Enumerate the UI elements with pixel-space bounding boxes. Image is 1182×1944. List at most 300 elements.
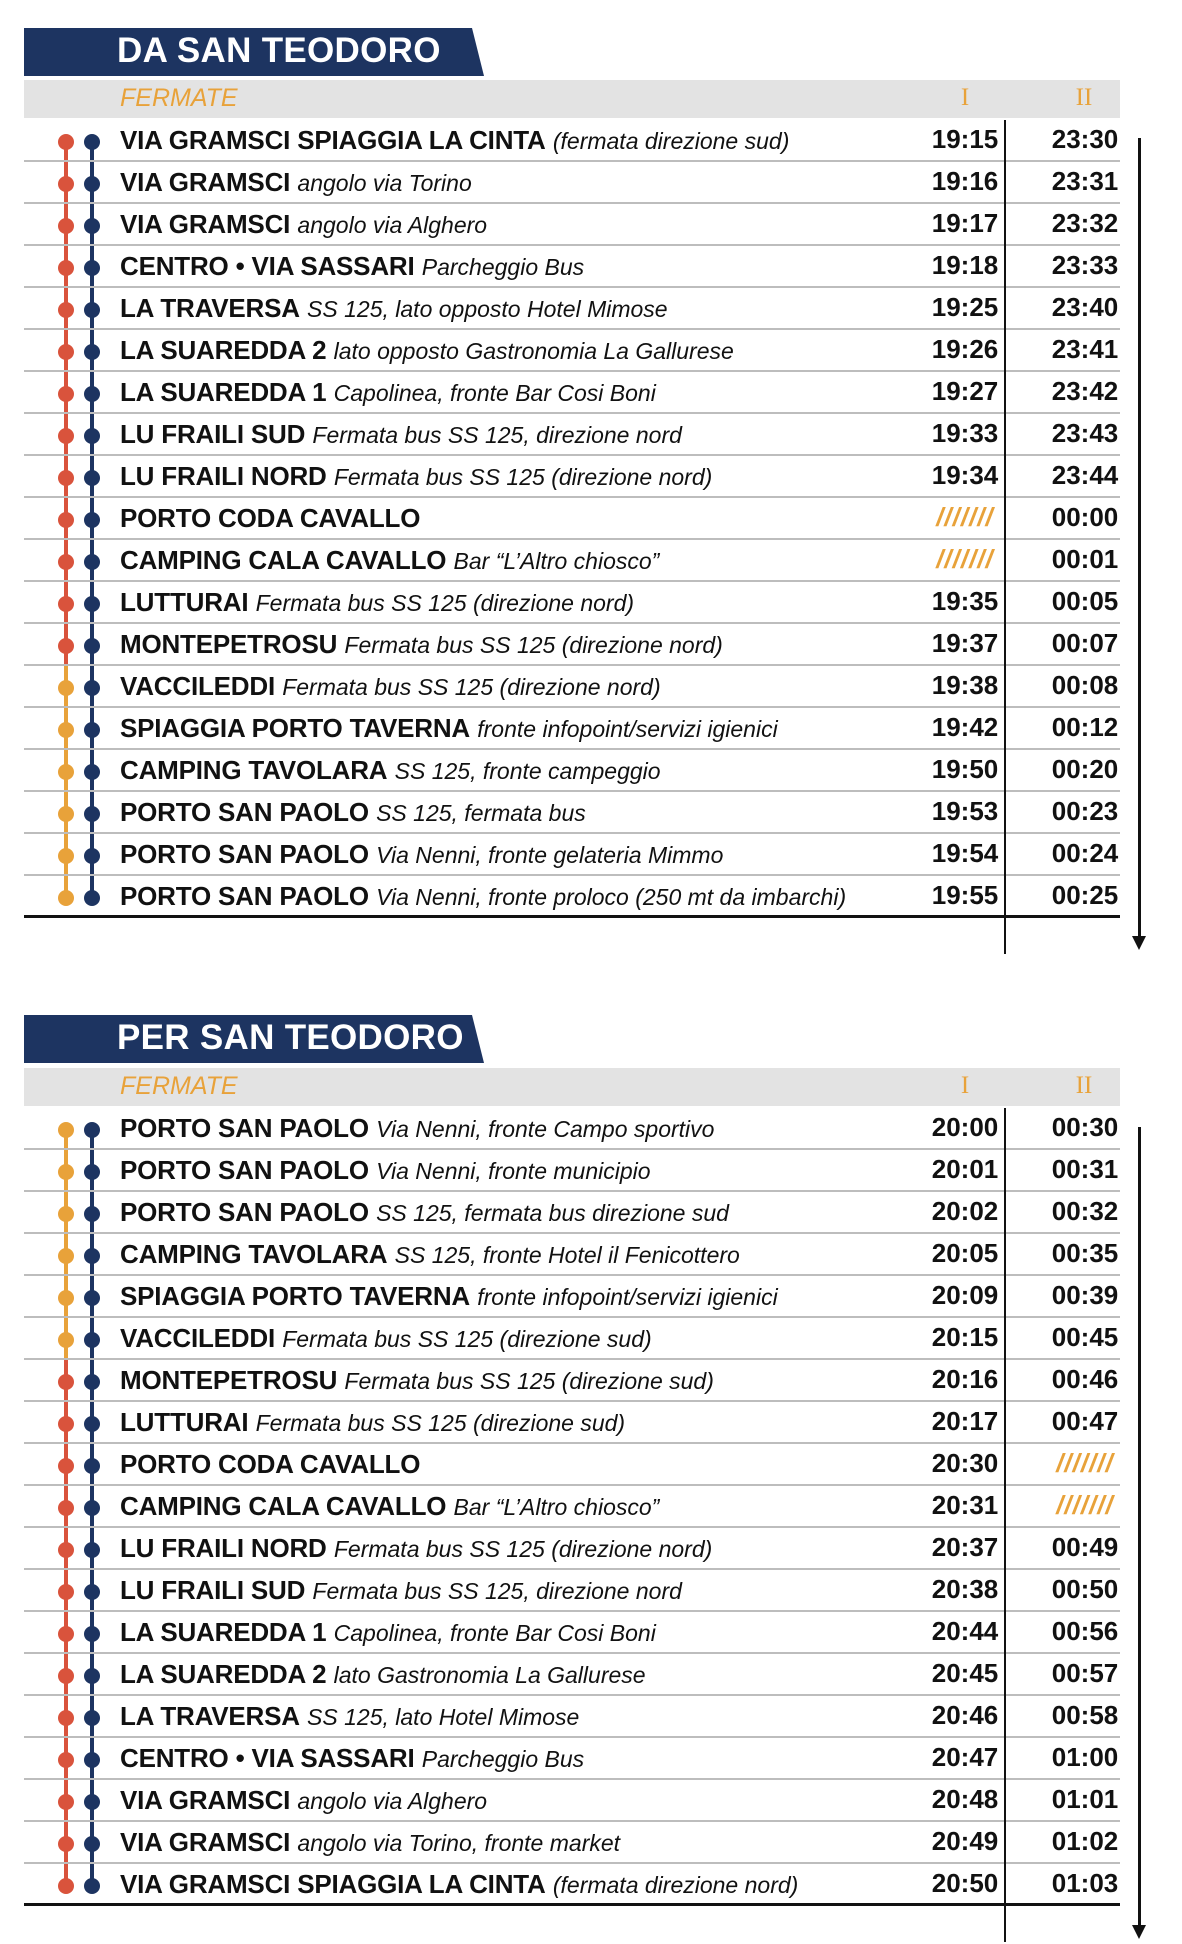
table-row [24, 1570, 1120, 1612]
departure-time-run-1: 20:16 [931, 1364, 999, 1394]
stop-name-main: PORTO SAN PAOLO [120, 1155, 369, 1185]
stop-name-detail: Parcheggio Bus [421, 254, 585, 280]
stop-list [24, 1108, 1120, 1906]
departure-time-run-1: 19:33 [931, 418, 999, 448]
departure-time-run-2: 01:01 [1051, 1784, 1119, 1814]
departure-time-run-1: 19:17 [931, 208, 999, 238]
stops-column-header: FERMATE [120, 84, 238, 112]
stop-name-main: CENTRO • VIA SASSARI [120, 251, 415, 281]
stop-dot-icon [84, 1374, 100, 1390]
stop-name-main: VIA GRAMSCI SPIAGGIA LA CINTA [120, 125, 546, 155]
table-row [24, 792, 1120, 834]
departure-time-run-2: 00:07 [1051, 628, 1119, 658]
departure-time-run-1: 20:05 [931, 1238, 999, 1268]
departure-time-run-1: 19:37 [931, 628, 999, 658]
departure-time-run-1: /////// [936, 502, 994, 532]
departure-time-run-2: 00:25 [1051, 880, 1119, 910]
table-row [24, 1402, 1120, 1444]
table-row [24, 1696, 1120, 1738]
stop-name-detail: Fermata bus SS 125 (direzione nord) [333, 464, 713, 490]
stop-dot-icon [58, 1206, 74, 1222]
stop-dot-icon [58, 554, 74, 570]
stop-name-detail: SS 125, fermata bus [376, 800, 586, 826]
stop-name-main: PORTO SAN PAOLO [120, 881, 369, 911]
table-row [24, 1738, 1120, 1780]
departure-time-run-2: 00:56 [1051, 1616, 1119, 1646]
direction-arrow-icon [1138, 138, 1141, 938]
run-1-column-header: I [960, 1072, 970, 1099]
stop-name-detail: SS 125, fronte Hotel il Fenicottero [394, 1242, 740, 1268]
column-divider [1004, 1108, 1006, 1942]
departure-time-run-2: /////// [1056, 1448, 1114, 1478]
stop-name [120, 629, 723, 660]
departure-time-run-2: 00:00 [1051, 502, 1119, 532]
departure-time-run-2: 00:30 [1051, 1112, 1119, 1142]
stop-name [120, 1491, 659, 1522]
stop-name [120, 1323, 652, 1354]
stop-dot-icon [84, 638, 100, 654]
table-row [24, 204, 1120, 246]
stop-dot-icon [84, 806, 100, 822]
stop-name-detail: angolo via Torino, fronte market [297, 1830, 621, 1856]
stop-name [120, 461, 712, 492]
departure-time-run-1: 19:38 [931, 670, 999, 700]
departure-time-run-1: /////// [936, 544, 994, 574]
departure-time-run-1: 19:16 [931, 166, 999, 196]
stop-dot-icon [84, 1248, 100, 1264]
table-row [24, 582, 1120, 624]
departure-time-run-1: 20:46 [931, 1700, 999, 1730]
departure-time-run-1: 20:31 [931, 1490, 999, 1520]
stop-name-detail: SS 125, lato Hotel Mimose [307, 1704, 580, 1730]
stop-dot-icon [84, 1584, 100, 1600]
stop-name-detail: Fermata bus SS 125 (direzione sud) [282, 1326, 652, 1352]
departure-time-run-2: 00:58 [1051, 1700, 1119, 1730]
stop-dot-icon [58, 764, 74, 780]
stop-name-detail: Bar “L’Altro chiosco” [453, 548, 660, 574]
departure-time-run-1: 19:53 [931, 796, 999, 826]
departure-time-run-2: 00:31 [1051, 1154, 1119, 1184]
departure-time-run-1: 20:38 [931, 1574, 999, 1604]
stop-dot-icon [84, 1122, 100, 1138]
stop-name-main: PORTO CODA CAVALLO [120, 1449, 421, 1479]
stop-dot-icon [58, 344, 74, 360]
stop-dot-icon [58, 386, 74, 402]
section-title-banner [0, 1015, 1182, 1063]
departure-time-run-2: 23:30 [1051, 124, 1119, 154]
departure-time-run-1: 20:30 [931, 1448, 999, 1478]
departure-time-run-1: 20:01 [931, 1154, 999, 1184]
stop-name-main: PORTO SAN PAOLO [120, 797, 369, 827]
departure-time-run-1: 19:25 [931, 292, 999, 322]
table-row [24, 666, 1120, 708]
departure-time-run-1: 19:18 [931, 250, 999, 280]
table-row [24, 834, 1120, 876]
stop-dot-icon [84, 428, 100, 444]
stop-name-detail: SS 125, fermata bus direzione sud [376, 1200, 729, 1226]
run-1-column-header: I [960, 84, 970, 111]
stop-name [120, 1155, 651, 1186]
table-row [24, 540, 1120, 582]
stop-name-main: SPIAGGIA PORTO TAVERNA [120, 1281, 471, 1311]
column-divider [1004, 120, 1006, 954]
stop-dot-icon [58, 302, 74, 318]
stop-name-main: CAMPING CALA CAVALLO [120, 1491, 447, 1521]
departure-time-run-2: 01:00 [1051, 1742, 1119, 1772]
timetable-per-san-teodoro [0, 1015, 1182, 1899]
table-row [24, 1318, 1120, 1360]
departure-time-run-2: 23:40 [1051, 292, 1119, 322]
stop-dot-icon [58, 512, 74, 528]
stop-name-main: LA TRAVERSA [120, 1701, 300, 1731]
stop-dot-icon [84, 890, 100, 906]
stop-dot-icon [84, 1626, 100, 1642]
departure-time-run-1: 20:49 [931, 1826, 999, 1856]
stop-name-main: MONTEPETROSU [120, 1365, 338, 1395]
departure-time-run-2: 01:03 [1051, 1868, 1119, 1898]
departure-time-run-2: 23:41 [1051, 334, 1119, 364]
stop-name [120, 1113, 714, 1144]
stop-name [120, 1743, 584, 1774]
stop-name-detail: Via Nenni, fronte Campo sportivo [376, 1116, 715, 1142]
departure-time-run-1: 19:35 [931, 586, 999, 616]
stop-name-detail: SS 125, lato opposto Hotel Mimose [307, 296, 668, 322]
stop-name [120, 419, 682, 450]
departure-time-run-1: 20:47 [931, 1742, 999, 1772]
stop-name-detail: angolo via Alghero [297, 1788, 488, 1814]
table-row [24, 1822, 1120, 1864]
run-2-column-header: II [1075, 1072, 1093, 1099]
departure-time-run-2: 00:46 [1051, 1364, 1119, 1394]
stop-name [120, 755, 661, 786]
table-row [24, 624, 1120, 666]
stop-dot-icon [58, 134, 74, 150]
stop-name-main: VIA GRAMSCI [120, 1827, 291, 1857]
table-row [24, 330, 1120, 372]
departure-time-run-1: 20:45 [931, 1658, 999, 1688]
stop-dot-icon [58, 1164, 74, 1180]
stop-dot-icon [84, 1542, 100, 1558]
departure-time-run-1: 19:55 [931, 880, 999, 910]
stop-dot-icon [84, 302, 100, 318]
stop-dot-icon [58, 470, 74, 486]
stop-dot-icon [84, 1416, 100, 1432]
stop-list [24, 120, 1120, 918]
stop-name [120, 671, 661, 702]
table-row [24, 120, 1120, 162]
stop-dot-icon [58, 1584, 74, 1600]
stop-dot-icon [84, 1668, 100, 1684]
stop-dot-icon [84, 386, 100, 402]
departure-time-run-1: 19:54 [931, 838, 999, 868]
stop-dot-icon [84, 1752, 100, 1768]
table-row [24, 162, 1120, 204]
stop-name-main: VACCILEDDI [120, 671, 275, 701]
stop-name-detail: Fermata bus SS 125 (direzione nord) [255, 590, 635, 616]
stop-name-detail: lato Gastronomia La Gallurese [333, 1662, 646, 1688]
departure-time-run-2: 00:50 [1051, 1574, 1119, 1604]
departure-time-run-1: 19:42 [931, 712, 999, 742]
departure-time-run-2: 00:05 [1051, 586, 1119, 616]
departure-time-run-2: 23:42 [1051, 376, 1119, 406]
table-row [24, 1150, 1120, 1192]
stop-dot-icon [84, 596, 100, 612]
stop-name-main: LU FRAILI NORD [120, 1533, 327, 1563]
table-row [24, 750, 1120, 792]
stop-name [120, 713, 778, 744]
stop-name [120, 1869, 798, 1900]
departure-time-run-1: 20:00 [931, 1112, 999, 1142]
table-row [24, 372, 1120, 414]
stop-name-main: PORTO SAN PAOLO [120, 839, 369, 869]
stop-name [120, 335, 734, 366]
stop-dot-icon [58, 260, 74, 276]
stop-dot-icon [84, 470, 100, 486]
stop-name [120, 1197, 729, 1228]
stop-name-main: CAMPING TAVOLARA [120, 1239, 388, 1269]
table-row [24, 1864, 1120, 1906]
stop-dot-icon [58, 218, 74, 234]
stop-name-main: LA SUAREDDA 2 [120, 335, 327, 365]
table-row [24, 414, 1120, 456]
departure-time-run-1: 20:15 [931, 1322, 999, 1352]
stop-dot-icon [58, 1752, 74, 1768]
stop-name-main: CENTRO • VIA SASSARI [120, 1743, 415, 1773]
stop-dot-icon [58, 1374, 74, 1390]
stop-name-main: LU FRAILI SUD [120, 1575, 306, 1605]
stop-name-detail: lato opposto Gastronomia La Gallurese [333, 338, 734, 364]
stop-name-main: VIA GRAMSCI [120, 167, 291, 197]
stop-name-detail: Fermata bus SS 125 (direzione sud) [344, 1368, 714, 1394]
stop-name-detail: Fermata bus SS 125, direzione nord [312, 1578, 682, 1604]
stop-dot-icon [84, 260, 100, 276]
stop-name-detail: Fermata bus SS 125, direzione nord [312, 422, 682, 448]
stop-dot-icon [58, 680, 74, 696]
stop-name-main: CAMPING CALA CAVALLO [120, 545, 447, 575]
departure-time-run-2: 00:24 [1051, 838, 1119, 868]
stop-dot-icon [84, 1500, 100, 1516]
stop-dot-icon [84, 176, 100, 192]
departure-time-run-1: 20:17 [931, 1406, 999, 1436]
stop-name [120, 1449, 420, 1480]
timetable-da-san-teodoro [0, 28, 1182, 911]
stop-dot-icon [58, 1458, 74, 1474]
stop-name [120, 839, 723, 870]
departure-time-run-2: 23:44 [1051, 460, 1119, 490]
stop-name-main: MONTEPETROSU [120, 629, 338, 659]
stop-dot-icon [84, 764, 100, 780]
stop-name-detail: SS 125, fronte campeggio [394, 758, 661, 784]
stop-dot-icon [84, 1458, 100, 1474]
stop-name [120, 251, 584, 282]
stop-name [120, 503, 420, 534]
departure-time-run-1: 19:26 [931, 334, 999, 364]
stop-name-main: PORTO SAN PAOLO [120, 1197, 369, 1227]
stop-dot-icon [84, 1836, 100, 1852]
stop-name-detail: Via Nenni, fronte municipio [376, 1158, 651, 1184]
stop-dot-icon [84, 1710, 100, 1726]
stop-dot-icon [84, 1794, 100, 1810]
stop-name-main: LA SUAREDDA 1 [120, 377, 327, 407]
stop-name-main: LA TRAVERSA [120, 293, 300, 323]
table-row [24, 1780, 1120, 1822]
stop-dot-icon [84, 1878, 100, 1894]
stop-name-detail: Via Nenni, fronte proloco (250 mt da imbarchi) [376, 884, 847, 910]
stop-dot-icon [58, 638, 74, 654]
stop-name [120, 1407, 625, 1438]
stop-name-detail: Fermata bus SS 125 (direzione sud) [255, 1410, 626, 1436]
stop-dot-icon [84, 722, 100, 738]
stop-name-main: LA SUAREDDA 2 [120, 1659, 327, 1689]
stop-name [120, 1239, 740, 1270]
stop-dot-icon [58, 596, 74, 612]
stop-name-detail: fronte infopoint/servizi igienici [477, 716, 778, 742]
table-row [24, 1486, 1120, 1528]
departure-time-run-1: 19:15 [931, 124, 999, 154]
stop-dot-icon [58, 722, 74, 738]
stop-dot-icon [84, 134, 100, 150]
stop-dot-icon [58, 1500, 74, 1516]
departure-time-run-1: 20:50 [931, 1868, 999, 1898]
section-title: PER SAN TEODORO [117, 1018, 464, 1057]
stop-name [120, 377, 656, 408]
stop-dot-icon [84, 1164, 100, 1180]
table-header [24, 80, 1120, 118]
stop-name [120, 1701, 579, 1732]
stop-name-main: CAMPING TAVOLARA [120, 755, 388, 785]
stop-dot-icon [58, 806, 74, 822]
departure-time-run-2: 23:31 [1051, 166, 1119, 196]
stop-name-detail: Parcheggio Bus [421, 1746, 585, 1772]
departure-time-run-2: 00:08 [1051, 670, 1119, 700]
departure-time-run-2: 00:23 [1051, 796, 1119, 826]
stop-dot-icon [84, 554, 100, 570]
stop-dot-icon [84, 344, 100, 360]
stop-name [120, 545, 659, 576]
stop-name-main: LUTTURAI [120, 1407, 249, 1437]
table-header [24, 1068, 1120, 1106]
direction-arrow-icon [1138, 1127, 1141, 1927]
run-2-column-header: II [1075, 84, 1093, 111]
table-row [24, 246, 1120, 288]
departure-time-run-2: 01:02 [1051, 1826, 1119, 1856]
stops-column-header: FERMATE [120, 1072, 238, 1100]
departure-time-run-2: 00:45 [1051, 1322, 1119, 1352]
departure-time-run-1: 20:09 [931, 1280, 999, 1310]
stop-name-detail: angolo via Alghero [297, 212, 488, 238]
stop-dot-icon [84, 848, 100, 864]
table-row [24, 1276, 1120, 1318]
stop-name-main: VIA GRAMSCI SPIAGGIA LA CINTA [120, 1869, 546, 1899]
stop-name-main: VIA GRAMSCI [120, 209, 291, 239]
stop-name [120, 1827, 620, 1858]
stop-name [120, 125, 789, 156]
stop-name-main: SPIAGGIA PORTO TAVERNA [120, 713, 471, 743]
departure-time-run-2: 00:57 [1051, 1658, 1119, 1688]
table-row [24, 456, 1120, 498]
table-row [24, 876, 1120, 918]
stop-name [120, 1533, 712, 1564]
departure-time-run-1: 20:44 [931, 1616, 999, 1646]
stop-name-main: LU FRAILI SUD [120, 419, 306, 449]
stop-name [120, 209, 487, 240]
stop-dot-icon [58, 176, 74, 192]
departure-time-run-1: 19:50 [931, 754, 999, 784]
stop-dot-icon [58, 1122, 74, 1138]
stop-name-detail: Capolinea, fronte Bar Cosi Boni [333, 1620, 656, 1646]
departure-time-run-2: 00:32 [1051, 1196, 1119, 1226]
stop-name-detail: Capolinea, fronte Bar Cosi Boni [333, 380, 656, 406]
departure-time-run-2: 00:39 [1051, 1280, 1119, 1310]
table-row [24, 708, 1120, 750]
table-row [24, 1654, 1120, 1696]
departure-time-run-2: 23:33 [1051, 250, 1119, 280]
stop-dot-icon [58, 1710, 74, 1726]
stop-name-detail: (fermata direzione sud) [552, 128, 790, 154]
table-row [24, 1612, 1120, 1654]
table-row [24, 1234, 1120, 1276]
stop-name [120, 1575, 682, 1606]
stop-name-detail: Fermata bus SS 125 (direzione nord) [333, 1536, 713, 1562]
table-row [24, 1528, 1120, 1570]
departure-time-run-2: 00:20 [1051, 754, 1119, 784]
stop-name [120, 167, 472, 198]
departure-time-run-2: 23:43 [1051, 418, 1119, 448]
stop-name [120, 293, 668, 324]
stop-dot-icon [58, 1332, 74, 1348]
stop-name-detail: angolo via Torino [297, 170, 472, 196]
stop-dot-icon [84, 680, 100, 696]
stop-name-main: LA SUAREDDA 1 [120, 1617, 327, 1647]
stop-dot-icon [58, 1626, 74, 1642]
table-row [24, 1444, 1120, 1486]
departure-time-run-1: 20:37 [931, 1532, 999, 1562]
table-row [24, 288, 1120, 330]
departure-time-run-2: 00:01 [1051, 544, 1119, 574]
section-title-banner [0, 28, 1182, 76]
departure-time-run-1: 20:02 [931, 1196, 999, 1226]
stop-name [120, 1659, 646, 1690]
departure-time-run-1: 19:27 [931, 376, 999, 406]
stop-name-main: PORTO SAN PAOLO [120, 1113, 369, 1143]
stop-name-detail: Fermata bus SS 125 (direzione nord) [344, 632, 723, 658]
stop-dot-icon [58, 1878, 74, 1894]
stop-dot-icon [84, 1206, 100, 1222]
stop-name-detail: (fermata direzione nord) [552, 1872, 799, 1898]
stop-name [120, 587, 634, 618]
table-row [24, 1192, 1120, 1234]
departure-time-run-1: 19:34 [931, 460, 999, 490]
table-row [24, 1360, 1120, 1402]
stop-name [120, 1365, 714, 1396]
stop-name-detail: Bar “L’Altro chiosco” [453, 1494, 660, 1520]
section-title: DA SAN TEODORO [117, 31, 441, 70]
stop-dot-icon [58, 1668, 74, 1684]
departure-time-run-2: 00:35 [1051, 1238, 1119, 1268]
departure-time-run-2: 00:12 [1051, 712, 1119, 742]
stop-dot-icon [58, 890, 74, 906]
departure-time-run-2: 00:49 [1051, 1532, 1119, 1562]
table-row [24, 498, 1120, 540]
stop-dot-icon [58, 1542, 74, 1558]
stop-dot-icon [84, 1290, 100, 1306]
stop-name-main: VACCILEDDI [120, 1323, 275, 1353]
stop-name-main: LUTTURAI [120, 587, 249, 617]
departure-time-run-2: 23:32 [1051, 208, 1119, 238]
stop-dot-icon [58, 428, 74, 444]
stop-name-main: VIA GRAMSCI [120, 1785, 291, 1815]
stop-name-detail: Via Nenni, fronte gelateria Mimmo [376, 842, 724, 868]
